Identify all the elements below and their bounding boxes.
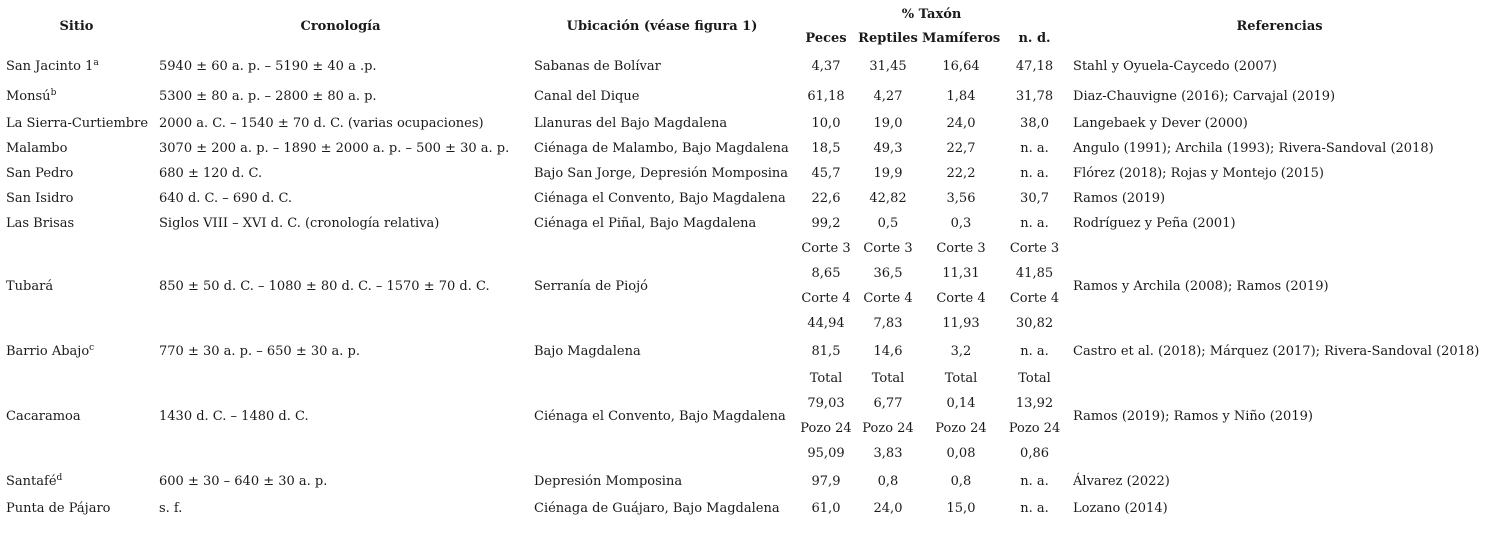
- reptiles-cell: 24,0: [873, 501, 903, 516]
- cronologia-cell: 3070 ± 200 a. p. – 1890 ± 2000 a. p. – 500 ± 30 a. p.: [159, 141, 510, 156]
- mamiferos-cell: 0,8: [950, 473, 972, 489]
- reptiles-cell: 0,8: [877, 473, 899, 489]
- table-row: [0, 496, 1492, 521]
- reptiles-cell: 31,45: [869, 58, 907, 74]
- footnote-marker: c: [89, 342, 95, 353]
- peces-cell: 95,09: [807, 446, 845, 461]
- cronologia-cell: 640 d. C. – 690 d. C.: [159, 191, 293, 206]
- reptiles-cell: 6,77: [873, 396, 903, 411]
- referencias-cell: Flórez (2018); Rojas y Montejo (2015): [1073, 166, 1325, 181]
- sitio-cell: [0, 136, 153, 161]
- table-row: [0, 51, 1492, 81]
- nd-cell: Corte 3: [1009, 241, 1060, 256]
- referencias-cell: Lozano (2014): [1073, 501, 1168, 516]
- mamiferos-cell: 15,0: [946, 501, 976, 516]
- reptiles-cell: 4,27: [873, 88, 903, 104]
- referencias-cell: Ramos (2019): [1073, 191, 1166, 206]
- cronologia-cell: 1430 d. C. – 1480 d. C.: [159, 408, 309, 424]
- sitio-name: Malambo: [6, 141, 68, 156]
- reptiles-cell: 19,0: [873, 116, 903, 131]
- cronologia-cell: 770 ± 30 a. p. – 650 ± 30 a. p.: [159, 343, 360, 359]
- reptiles-cell: Total: [871, 371, 905, 386]
- referencias-cell: Castro et al. (2018); Márquez (2017); Rivera-Sandoval (2018): [1073, 343, 1480, 359]
- header-reptiles: Reptiles: [858, 31, 918, 46]
- footnote-marker: b: [50, 87, 57, 98]
- reptiles-cell: 36,5: [873, 266, 903, 281]
- sitio-cell: [0, 336, 153, 366]
- sitio-name: Las Brisas: [6, 216, 75, 231]
- sitio-name: Monsú: [6, 88, 51, 104]
- nd-cell: 0,86: [1020, 446, 1049, 461]
- peces-cell: Corte 4: [801, 291, 851, 306]
- nd-cell: n. a.: [1020, 141, 1049, 156]
- footnote-marker: d: [56, 472, 63, 483]
- cronologia-cell: s. f.: [159, 501, 183, 516]
- ubicacion-cell: Ciénaga de Guájaro, Bajo Magdalena: [534, 501, 780, 516]
- nd-cell: 31,78: [1015, 88, 1054, 104]
- sitio-name: Cacaramoa: [6, 408, 81, 424]
- mamiferos-cell: 3,2: [950, 343, 972, 359]
- header-mamiferos: Mamíferos: [922, 31, 1001, 46]
- mamiferos-cell: Total: [944, 371, 978, 386]
- peces-cell: 79,03: [807, 396, 845, 411]
- peces-cell: 97,9: [811, 473, 841, 489]
- peces-cell: 8,65: [811, 266, 841, 281]
- cronologia-cell: Siglos VIII – XVI d. C. (cronología relativa): [159, 216, 440, 231]
- mamiferos-cell: 16,64: [942, 58, 980, 74]
- mamiferos-cell: 3,56: [946, 191, 976, 206]
- nd-cell: n. a.: [1020, 166, 1049, 181]
- referencias-cell: Ramos (2019); Ramos y Niño (2019): [1073, 408, 1313, 424]
- sitio-name: San Jacinto 1: [6, 58, 94, 74]
- header-ubicacion: Ubicación (véase figura 1): [566, 19, 758, 34]
- nd-cell: n. a.: [1020, 343, 1049, 359]
- reptiles-cell: 3,83: [873, 446, 903, 461]
- ubicacion-cell: Depresión Momposina: [534, 473, 683, 489]
- sitio-name: La Sierra-Curtiembre: [6, 116, 149, 131]
- mamiferos-cell: 24,0: [946, 116, 976, 131]
- reptiles-cell: Corte 4: [863, 291, 913, 306]
- nd-cell: 47,18: [1015, 58, 1054, 74]
- table-row: [0, 111, 1492, 136]
- referencias-cell: Ramos y Archila (2008); Ramos (2019): [1073, 278, 1329, 294]
- peces-cell: 18,5: [811, 141, 841, 156]
- header-referencias: Referencias: [1236, 19, 1323, 34]
- ubicacion-cell: Llanuras del Bajo Magdalena: [534, 116, 728, 131]
- mamiferos-cell: Corte 4: [936, 291, 986, 306]
- peces-cell: 81,5: [811, 343, 841, 359]
- reptiles-cell: 42,82: [869, 191, 907, 206]
- peces-cell: 61,0: [811, 501, 841, 516]
- reptiles-cell: 19,9: [873, 166, 903, 181]
- mamiferos-cell: 0,3: [950, 216, 972, 231]
- sitio-cell: [0, 236, 153, 336]
- cronologia-cell: 2000 a. C. – 1540 ± 70 d. C. (varias ocupaciones): [159, 116, 484, 131]
- ubicacion-cell: Bajo San Jorge, Depresión Momposina: [534, 166, 789, 181]
- table-row: [0, 81, 1492, 111]
- cronologia-cell: 600 ± 30 – 640 ± 30 a. p.: [159, 473, 328, 489]
- sitio-name: San Isidro: [6, 191, 74, 206]
- peces-cell: 4,37: [811, 58, 841, 74]
- sitio-cell: [0, 111, 153, 136]
- ubicacion-cell: Ciénaga el Convento, Bajo Magdalena: [534, 408, 786, 424]
- header-nd: n. d.: [1018, 31, 1051, 46]
- sitio-cell: [0, 51, 153, 81]
- nd-cell: 41,85: [1015, 266, 1054, 281]
- nd-cell: 38,0: [1020, 116, 1049, 131]
- referencias-cell: Álvarez (2022): [1073, 473, 1170, 489]
- reptiles-cell: 0,5: [877, 216, 899, 231]
- cronologia-cell: 680 ± 120 d. C.: [159, 166, 263, 181]
- referencias-cell: Rodríguez y Peña (2001): [1073, 216, 1236, 231]
- peces-cell: Total: [809, 371, 843, 386]
- referencias-cell: Diaz-Chauvigne (2016); Carvajal (2019): [1073, 88, 1336, 104]
- sitio-cell: [0, 161, 153, 186]
- reptiles-cell: Corte 3: [863, 241, 913, 256]
- sitio-name: Punta de Pájaro: [6, 501, 111, 516]
- reptiles-cell: 49,3: [873, 141, 903, 156]
- mamiferos-cell: 0,08: [946, 446, 976, 461]
- faunal-taxon-table: [0, 3, 1492, 521]
- referencias-cell: Angulo (1991); Archila (1993); Rivera-Sandoval (2018): [1073, 141, 1434, 156]
- ubicacion-cell: Serranía de Piojó: [534, 278, 648, 294]
- ubicacion-cell: Ciénaga de Malambo, Bajo Magdalena: [534, 141, 789, 156]
- footnote-marker: a: [93, 57, 99, 68]
- reptiles-cell: Pozo 24: [862, 421, 914, 436]
- header-peces: Peces: [805, 31, 847, 46]
- table-row: [0, 336, 1492, 366]
- nd-cell: n. a.: [1020, 216, 1049, 231]
- ubicacion-cell: Ciénaga el Convento, Bajo Magdalena: [534, 191, 786, 206]
- mamiferos-cell: Corte 3: [936, 241, 986, 256]
- mamiferos-cell: Pozo 24: [935, 421, 987, 436]
- header-taxon: % Taxón: [901, 7, 962, 22]
- peces-cell: Corte 3: [801, 241, 851, 256]
- peces-cell: 44,94: [807, 316, 845, 331]
- cronologia-cell: 5940 ± 60 a. p. – 5190 ± 40 a .p.: [159, 58, 377, 74]
- nd-cell: Total: [1018, 371, 1051, 386]
- sitio-cell: [0, 366, 153, 466]
- table-row: [0, 186, 1492, 211]
- reptiles-cell: 7,83: [873, 316, 903, 331]
- sitio-cell: [0, 211, 153, 236]
- sitio-cell: [0, 496, 153, 521]
- sitio-name: Tubará: [6, 278, 54, 294]
- nd-cell: n. a.: [1020, 473, 1049, 489]
- header-cronologia: Cronología: [300, 19, 381, 34]
- mamiferos-cell: 0,14: [946, 396, 976, 411]
- sitio-name: Barrio Abajo: [6, 343, 90, 359]
- peces-cell: 10,0: [811, 116, 841, 131]
- header-sitio: Sitio: [59, 19, 94, 34]
- mamiferos-cell: 11,93: [942, 316, 980, 331]
- sitio-cell: [0, 81, 153, 111]
- nd-cell: 30,82: [1015, 316, 1054, 331]
- peces-cell: Pozo 24: [800, 421, 852, 436]
- cronologia-cell: 5300 ± 80 a. p. – 2800 ± 80 a. p.: [159, 88, 377, 104]
- ubicacion-cell: Sabanas de Bolívar: [534, 58, 661, 74]
- table-row: [0, 136, 1492, 161]
- mamiferos-cell: 22,7: [946, 141, 976, 156]
- sitio-name: Santafé: [6, 473, 57, 489]
- sitio-name: San Pedro: [6, 166, 74, 181]
- mamiferos-cell: 22,2: [946, 166, 976, 181]
- nd-cell: Pozo 24: [1008, 421, 1061, 436]
- sitio-cell: [0, 466, 153, 496]
- table-body: [0, 51, 1492, 521]
- table-row: [0, 236, 1492, 261]
- reptiles-cell: 14,6: [873, 343, 903, 359]
- referencias-cell: Stahl y Oyuela-Caycedo (2007): [1073, 58, 1277, 74]
- table-row: [0, 211, 1492, 236]
- cronologia-cell: 850 ± 50 d. C. – 1080 ± 80 d. C. – 1570 ± 70 d. C.: [159, 278, 490, 294]
- mamiferos-cell: 11,31: [942, 266, 980, 281]
- referencias-cell: Langebaek y Dever (2000): [1073, 116, 1248, 131]
- ubicacion-cell: Ciénaga el Piñal, Bajo Magdalena: [534, 216, 757, 231]
- peces-cell: 45,7: [811, 166, 841, 181]
- nd-cell: 13,92: [1015, 396, 1054, 411]
- peces-cell: 61,18: [807, 88, 845, 104]
- nd-cell: n. a.: [1020, 501, 1049, 516]
- ubicacion-cell: Bajo Magdalena: [534, 343, 641, 359]
- ubicacion-cell: Canal del Dique: [534, 88, 640, 104]
- table-row: [0, 366, 1492, 391]
- table-row: [0, 161, 1492, 186]
- table-row: [0, 466, 1492, 496]
- mamiferos-cell: 1,84: [946, 88, 976, 104]
- sitio-cell: [0, 186, 153, 211]
- nd-cell: Corte 4: [1009, 291, 1060, 306]
- nd-cell: 30,7: [1020, 191, 1049, 206]
- peces-cell: 22,6: [811, 191, 841, 206]
- peces-cell: 99,2: [811, 216, 841, 231]
